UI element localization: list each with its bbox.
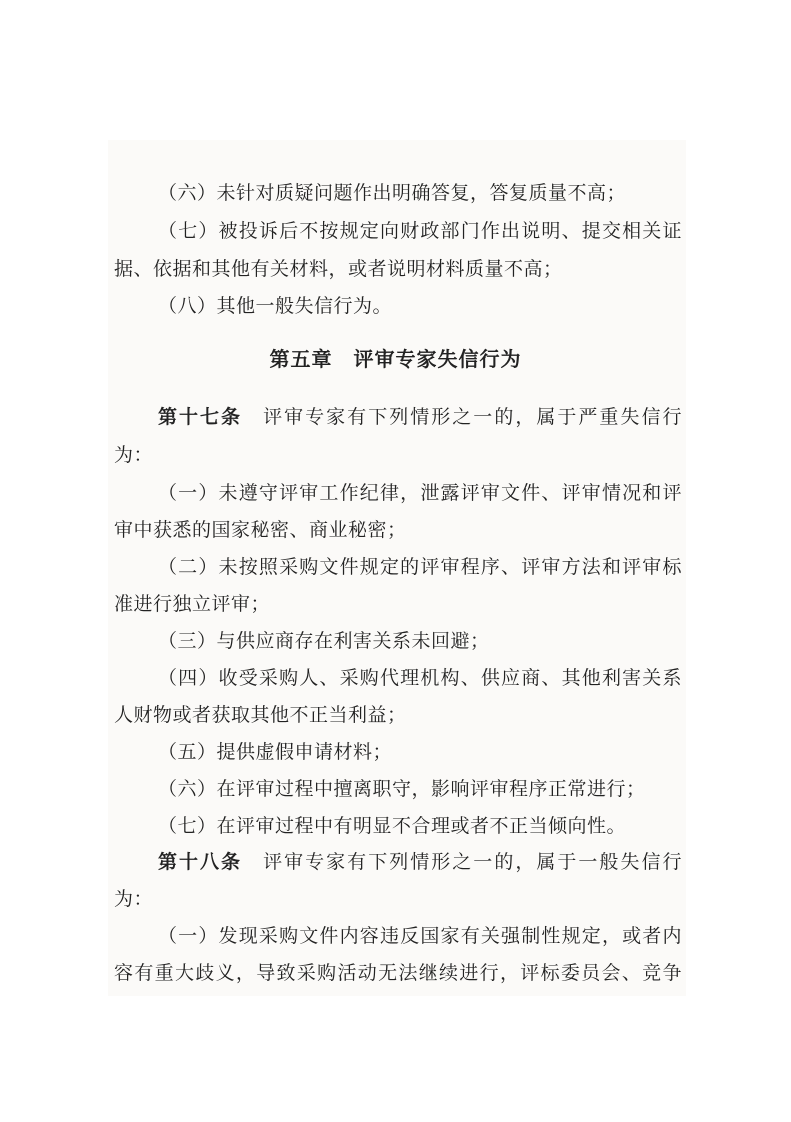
clause-line: （四）收受采购人、采购代理机构、供应商、其他利害关系 — [158, 667, 682, 689]
clause-line: （一）发现采购文件内容违反国家有关强制性规定，或者内 — [158, 925, 682, 947]
clause-line: 人财物或者获取其他不正当利益； — [114, 704, 407, 726]
article-17-number: 第十七条 — [158, 406, 243, 428]
clause-line: （五）提供虚假申请材料； — [158, 741, 393, 763]
clause-line: 据、依据和其他有关材料，或者说明材料质量不高； — [114, 258, 563, 280]
article-17-text: 评审专家有下列情形之一的，属于严重失信行 — [263, 406, 682, 428]
clause-line: （七）被投诉后不按规定向财政部门作出说明、提交相关证 — [158, 220, 682, 242]
article-17-second-line: 为： — [114, 444, 154, 466]
clause-line: 容有重大歧义，导致采购活动无法继续进行，评标委员会、竞争 — [114, 962, 682, 984]
article-18-first-line — [158, 849, 682, 875]
article-18-text: 评审专家有下列情形之一的，属于一般失信行 — [263, 851, 682, 873]
clause-line: （一）未遵守评审工作纪律，泄露评审文件、评审情况和评 — [158, 482, 682, 504]
article-18-second-line: 为： — [114, 888, 154, 910]
article-18-number: 第十八条 — [158, 851, 243, 873]
clause-line: （二）未按照采购文件规定的评审程序、评审方法和评审标 — [158, 556, 682, 578]
chapter-heading: 第五章 评审专家失信行为 — [269, 347, 522, 371]
article-17-first-line — [158, 404, 682, 430]
clause-line: 准进行独立评审； — [114, 593, 271, 615]
clause-line: 审中获悉的国家秘密、商业秘密； — [114, 519, 407, 541]
clause-line: （六）在评审过程中擅离职守，影响评审程序正常进行； — [158, 778, 646, 800]
clause-line: （八）其他一般失信行为。 — [158, 295, 393, 317]
clause-line: （七）在评审过程中有明显不合理或者不正当倾向性。 — [158, 815, 627, 837]
clause-line: （六）未针对质疑问题作出明确答复，答复质量不高； — [158, 182, 627, 204]
clause-line: （三）与供应商存在利害关系未回避； — [158, 630, 490, 652]
